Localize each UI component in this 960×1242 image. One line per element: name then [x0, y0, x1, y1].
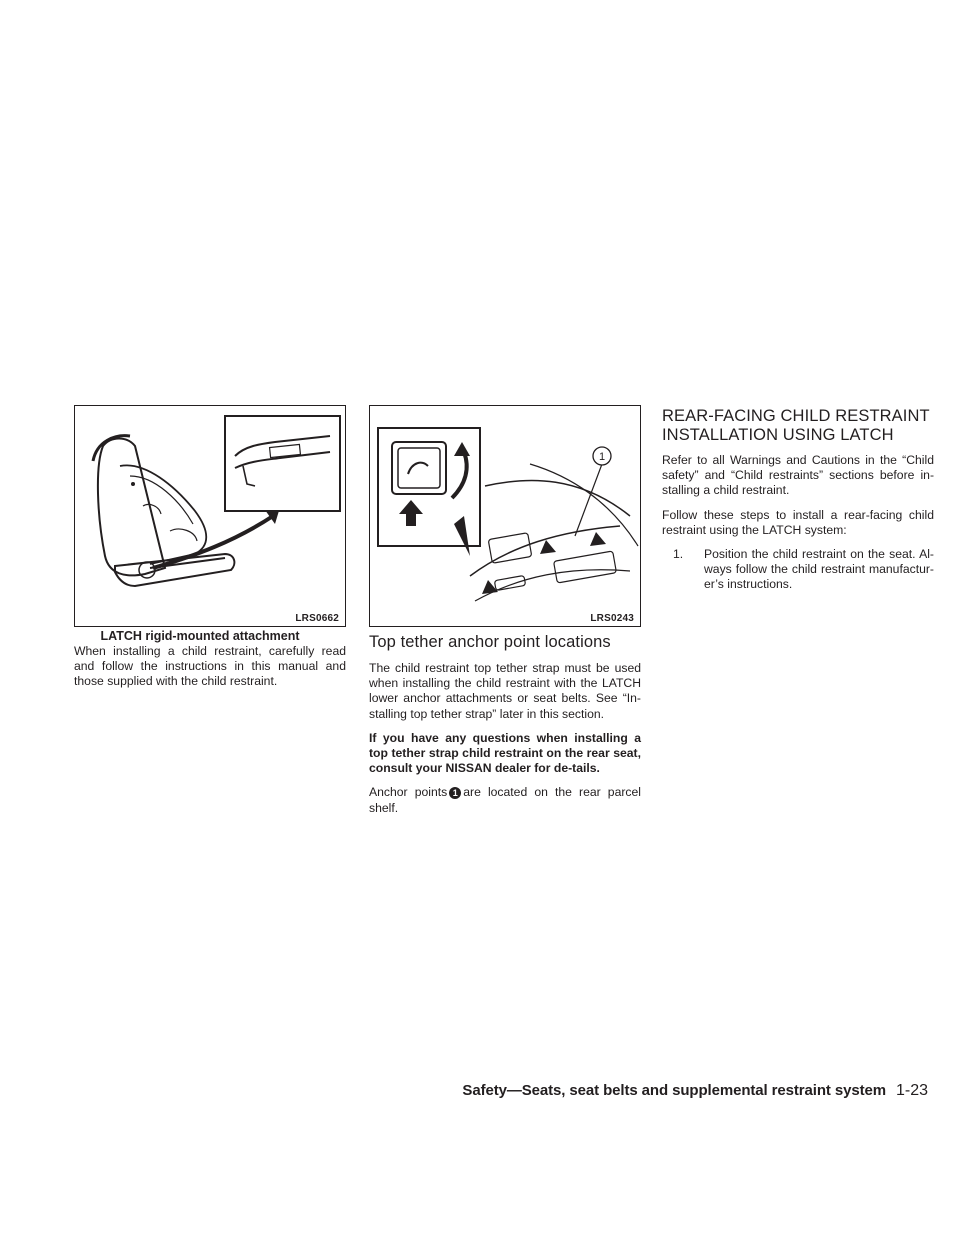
- child-seat-latch-illustration: [75, 406, 345, 626]
- anchor-points-paragraph: [369, 785, 641, 815]
- rear-parcel-shelf-anchor-illustration: [370, 406, 640, 626]
- body-paragraph: The child restraint top tether strap must be used when installing the child restraint with the LATCH lower anchor attachments or seat belts. See “In-stalling top tether strap” later in this section.: [369, 661, 641, 721]
- figure-caption: LATCH rigid-mounted attachment: [100, 629, 300, 643]
- body-paragraph: When installing a child restraint, carefully read and follow the instructions in this manual and those supplied with the child restraint.: [74, 644, 346, 689]
- callout-number: 1: [598, 451, 606, 463]
- step-number: 1.: [673, 547, 684, 562]
- page-number: 1-23: [895, 1082, 928, 1099]
- figure-code: LRS0243: [590, 613, 634, 624]
- figure-code: LRS0662: [295, 613, 339, 624]
- section-title-line2: INSTALLATION USING LATCH: [662, 425, 894, 444]
- section-title-line1: REAR-FACING CHILD RESTRAINT: [662, 407, 930, 425]
- steps-list: [662, 547, 934, 593]
- middle-column: [369, 405, 641, 825]
- latch-attachment-figure: [74, 405, 346, 627]
- anchor-text-before: Anchor points: [369, 785, 448, 800]
- section-heading: Top tether anchor point locations: [369, 633, 611, 651]
- right-column: [662, 405, 934, 593]
- circled-number-marker: 1: [449, 787, 461, 799]
- page-footer: [462, 1082, 928, 1100]
- left-column: [74, 405, 346, 699]
- tether-anchor-figure: [369, 405, 641, 627]
- section-title: [662, 407, 934, 444]
- bold-notice: If you have any questions when installing a top tether strap child restraint on the rear seat, consult your NISSAN dealer for de-tails.: [369, 730, 641, 776]
- body-paragraph: Follow these steps to install a rear-facing child restraint using the LATCH system:: [662, 507, 934, 537]
- anchor-text-after: are located on the rear parcel shelf.: [369, 785, 641, 815]
- footer-section-title: Safety—Seats, seat belts and supplemental restraint system: [462, 1082, 886, 1099]
- step-text: Position the child restraint on the seat. Al-ways follow the child restraint manufactur-er’s instructions.: [704, 547, 934, 592]
- list-item: [673, 547, 934, 593]
- body-paragraph: Refer to all Warnings and Cautions in the “Child safety” and “Child restraints” sections before in-stalling a child restraint.: [662, 453, 934, 498]
